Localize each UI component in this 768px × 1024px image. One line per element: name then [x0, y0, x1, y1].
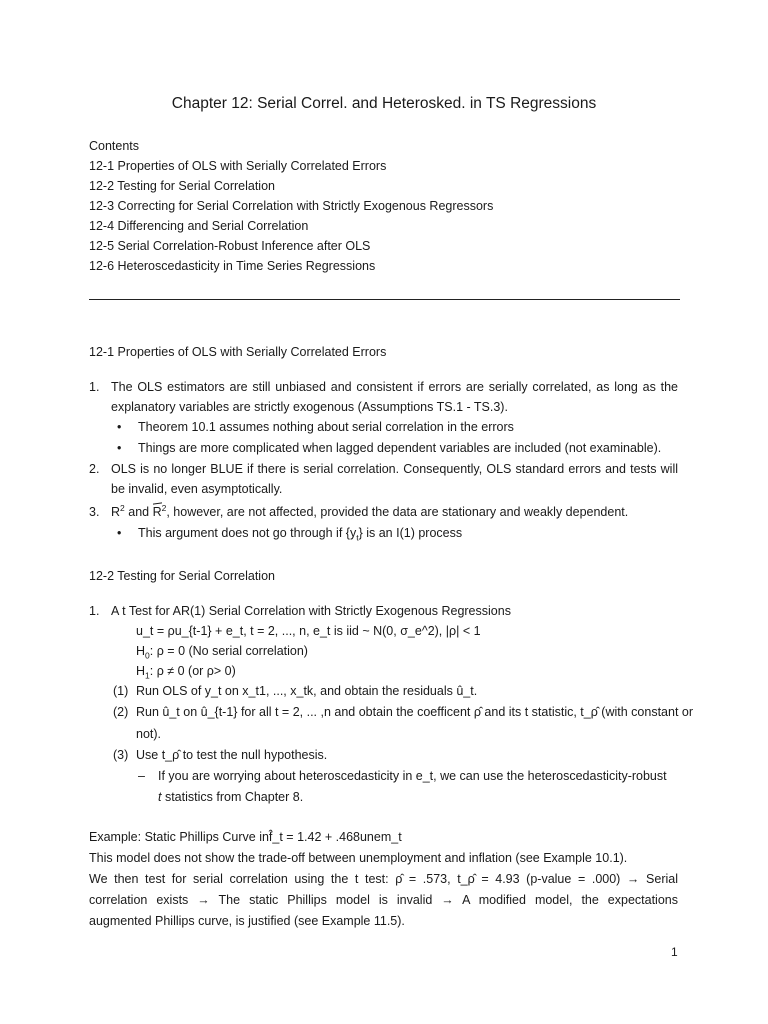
- step-text: not).: [136, 727, 162, 741]
- contents-item: 12-4 Differencing and Serial Correlation: [89, 219, 309, 233]
- paragraph-line: explanatory variables are strictly exogenous (Assumptions TS.1 - TS.3).: [111, 400, 508, 414]
- contents-item: 12-1 Properties of OLS with Serially Correlated Errors: [89, 159, 387, 173]
- example-line: Example: Static Phillips Curve inf̂_t = 1.42 + .468unem_t: [89, 830, 402, 844]
- chapter-title: Chapter 12: Serial Correl. and Heterosked. in TS Regressions: [171, 95, 597, 112]
- step-text: Run û_t on û_{t-1} for all t = 2, ... ,n and obtain the coefficent ρ̂ and its t statistic, t_ρ̂ (with constant or: [136, 705, 694, 719]
- paragraph-line: The OLS estimators are still unbiased and consistent if errors are serially correlated, as long as the: [111, 380, 678, 394]
- contents-item: 12-5 Serial Correlation-Robust Inference after OLS: [89, 239, 371, 253]
- alt-hypothesis: $H_1$: ρ ≠ 0 (or ρ> 0): [136, 664, 236, 681]
- step-number: (3): [113, 748, 129, 762]
- note-text: t statistics from Chapter 8.: [158, 790, 304, 804]
- example-line: We then test for serial correlation using the t test: ρ̂ = .573, t_ρ̂ = 4.93 (p-value = .000) → Serial: [89, 872, 678, 886]
- list-item-number: 1.: [89, 604, 100, 618]
- section-divider: [89, 299, 680, 300]
- list-item-number: 2.: [89, 462, 100, 476]
- contents-heading: Contents: [89, 139, 140, 153]
- example-line: correlation exists → The static Phillips model is invalid → A modified model, the expectations: [89, 893, 678, 907]
- page-number: 1: [671, 945, 678, 959]
- section-heading-12-2: 12-2 Testing for Serial Correlation: [89, 569, 275, 583]
- paragraph-line: be invalid, even asymptotically.: [111, 482, 283, 496]
- bullet-item: • Things are more complicated when lagged dependent variables are included (not examinable).: [117, 441, 662, 455]
- step-text: Run OLS of y_t on x_t1, ..., x_tk, and obtain the residuals û_t.: [136, 684, 478, 698]
- step-text: Use t_ρ̂ to test the null hypothesis.: [136, 748, 328, 762]
- bullet-item: • Theorem 10.1 assumes nothing about serial correlation in the errors: [117, 420, 514, 434]
- example-line: augmented Phillips curve, is justified (see Example 11.5).: [89, 914, 405, 928]
- section-heading-12-1: 12-1 Properties of OLS with Serially Correlated Errors: [89, 345, 387, 359]
- bullet-icon: •: [117, 420, 122, 434]
- test-title: A t Test for AR(1) Serial Correlation with Strictly Exogenous Regressions: [111, 604, 511, 618]
- bullet-icon: •: [117, 441, 122, 455]
- bullet-icon: •: [117, 526, 122, 540]
- list-item-number: 3.: [89, 505, 100, 519]
- paragraph-line: OLS is no longer BLUE if there is serial correlation. Consequently, OLS standard errors and tests will: [111, 462, 678, 476]
- example-line: This model does not show the trade-off between unemployment and inflation (see Example 10.1).: [89, 851, 628, 865]
- contents-item: 12-3 Correcting for Serial Correlation with Strictly Exogenous Regressors: [89, 199, 494, 213]
- paragraph-line: $R^2$ and $R^2$, however, are not affected, provided the data are stationary and weakly dependent.: [111, 502, 629, 519]
- step-number: (1): [113, 684, 129, 698]
- list-item-number: 1.: [89, 380, 100, 394]
- null-hypothesis: $H_0$: ρ = 0 (No serial correlation): [136, 644, 308, 661]
- bullet-item: • This argument does not go through if $\{y_t\}$ is an I(1) process: [117, 526, 463, 543]
- contents-item: 12-2 Testing for Serial Correlation: [89, 179, 275, 193]
- step-number: (2): [113, 705, 129, 719]
- dash-icon: –: [138, 769, 145, 783]
- note-text: If you are worrying about heteroscedasticity in e_t, we can use the heteroscedasticity-robust: [158, 769, 667, 783]
- ar1-equation: u_t = ρu_{t-1} + e_t, t = 2, ..., n, e_t is iid ~ N(0, σ_e^2), |ρ| < 1: [136, 624, 481, 638]
- contents-item: 12-6 Heteroscedasticity in Time Series Regressions: [89, 259, 376, 273]
